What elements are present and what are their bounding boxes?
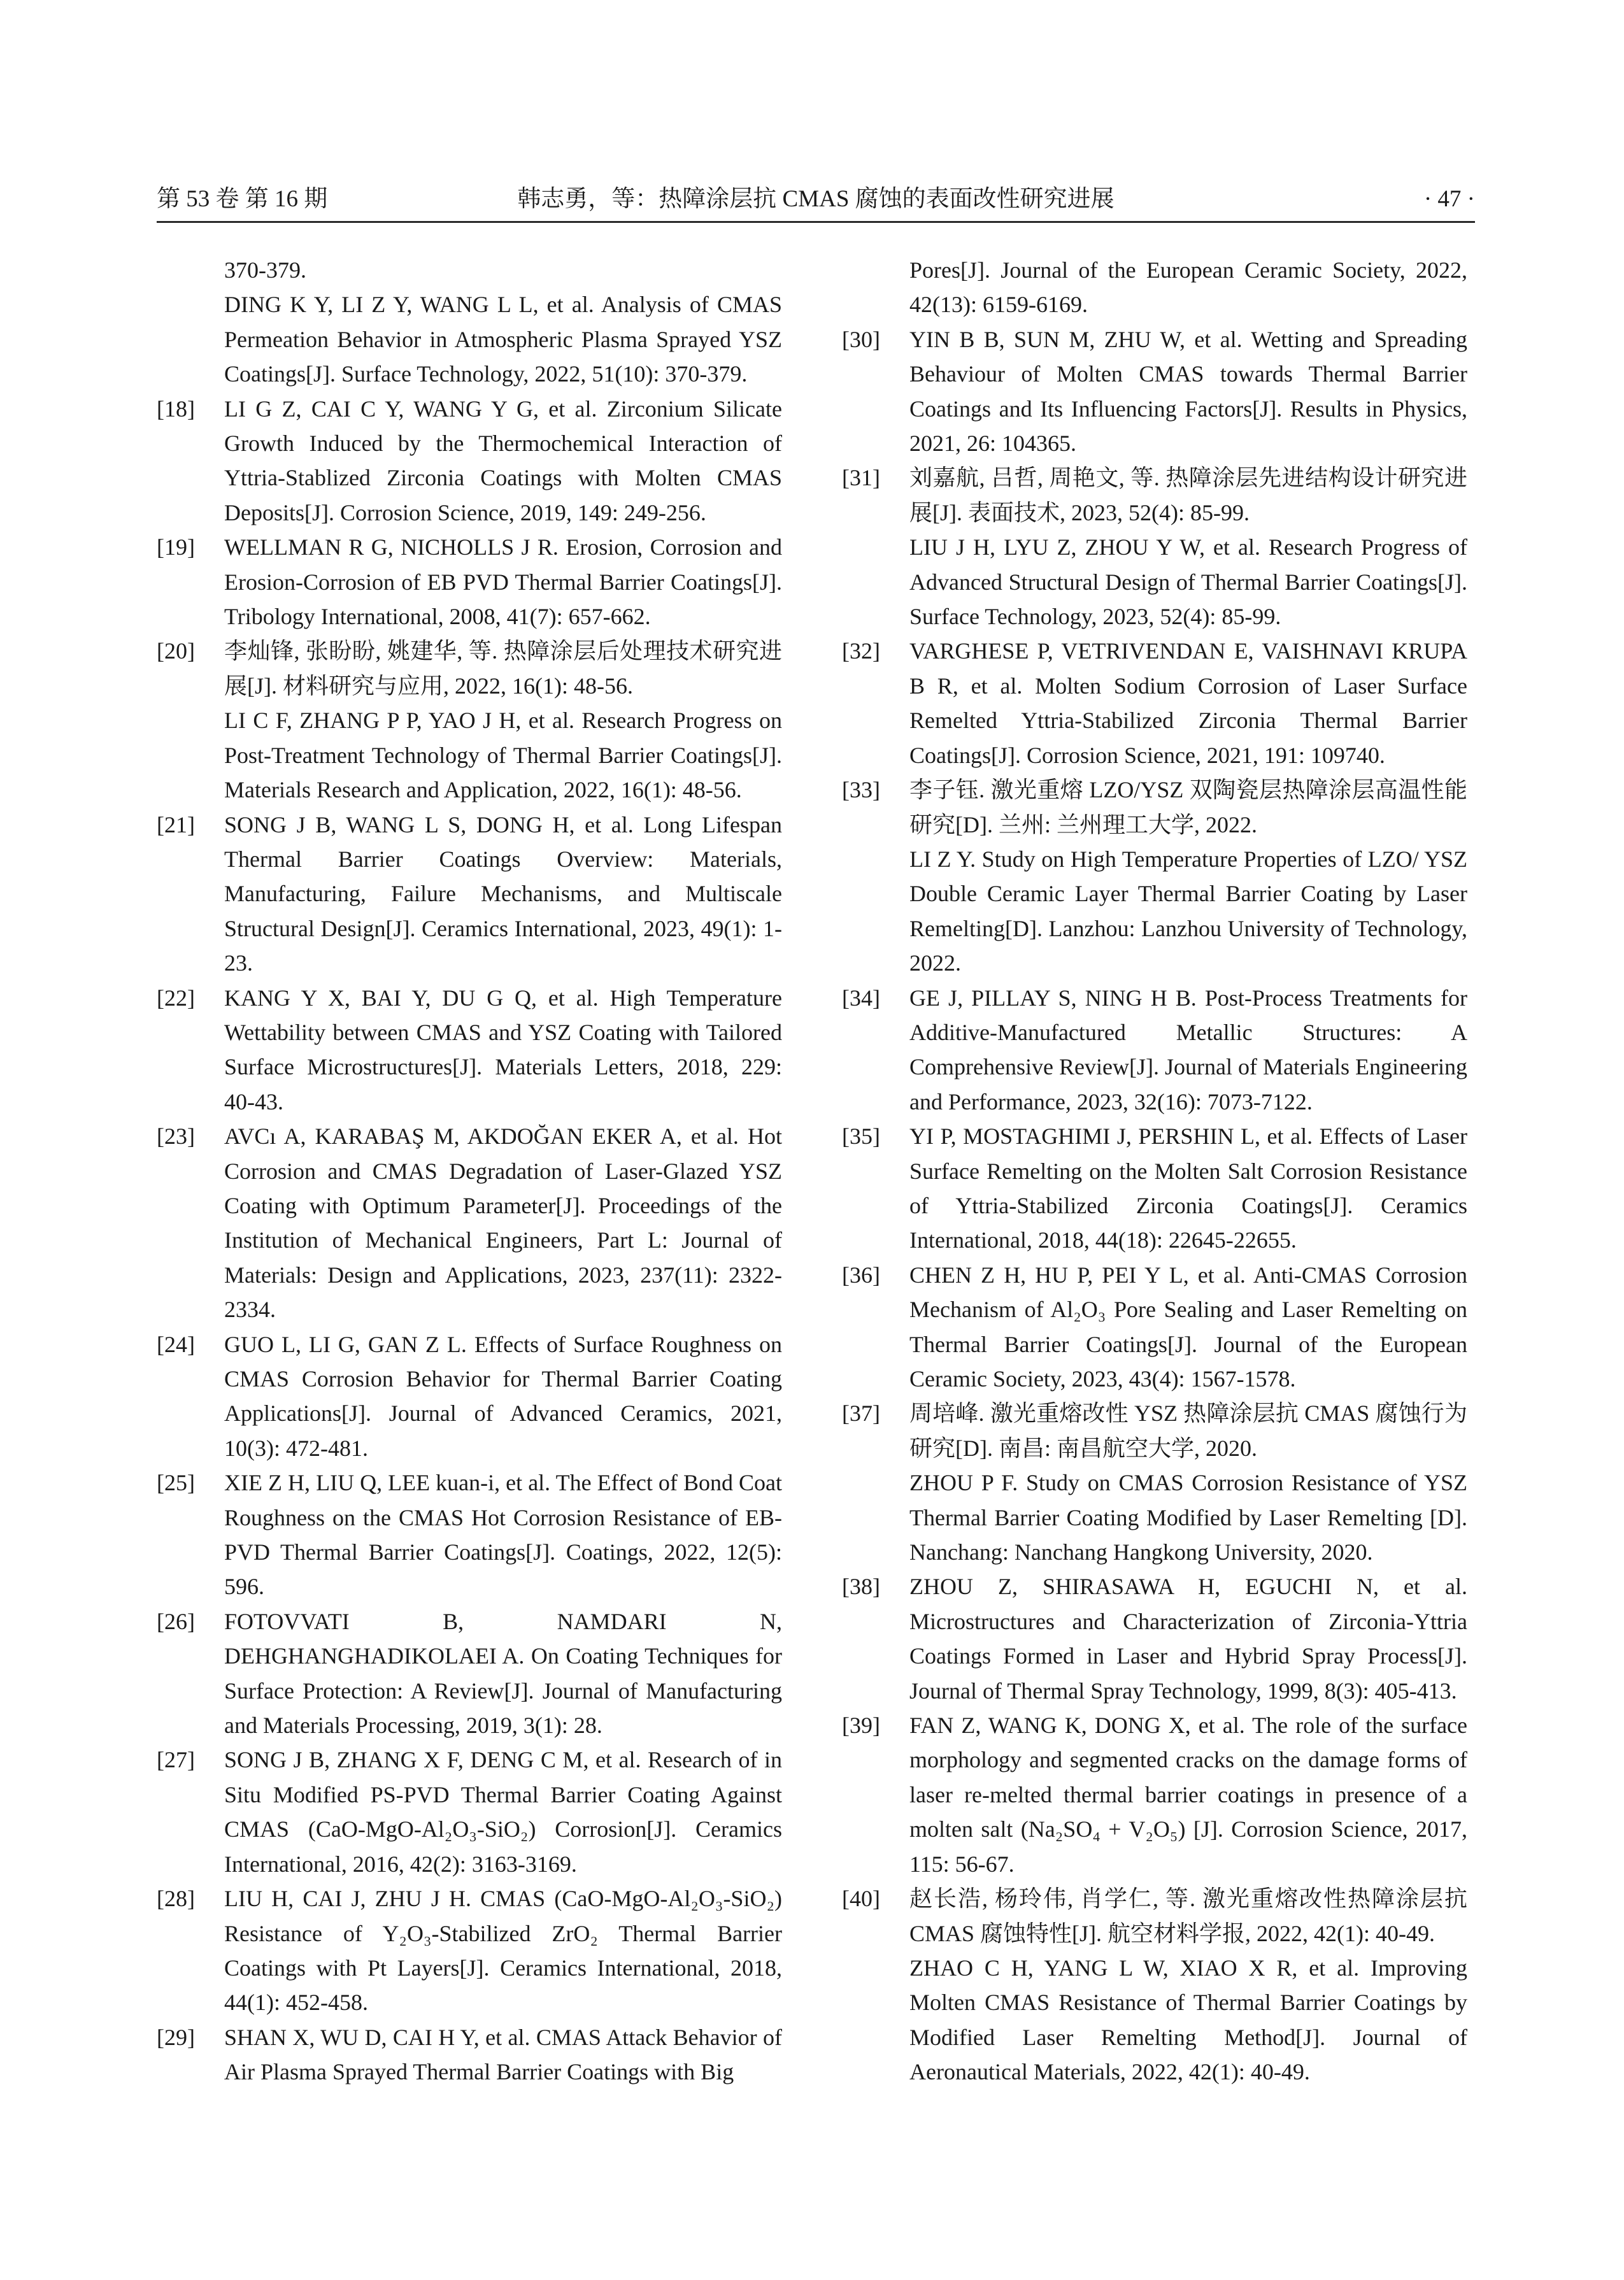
reference-entry	[157, 1327, 782, 1466]
reference-entry	[842, 1119, 1467, 1258]
reference-number: [33]	[842, 777, 880, 803]
reference-number: [24]	[157, 1331, 195, 1357]
reference-number: [23]	[157, 1123, 195, 1150]
reference-entry	[157, 634, 782, 807]
reference-entry	[842, 773, 1467, 980]
reference-text: 赵长浩, 杨玲伟, 肖学仁, 等. 激光重熔改性热障涂层抗 CMAS 腐蚀特性[J]. 航空材料学报, 2022, 42(1): 40-49.	[909, 1886, 1467, 1946]
reference-text: 刘嘉航, 吕哲, 周艳文, 等. 热障涂层先进结构设计研究进展[J]. 表面技术, 2023, 52(4): 85-99.	[909, 465, 1467, 525]
reference-entry	[842, 634, 1467, 773]
reference-text: DING K Y, LI Z Y, WANG L L, et al. Analysis of CMAS Permeation Behavior in Atmospheric Plasma Sprayed YSZ Coatings[J]. Surface Technology, 2022, 51(10): 370-379.	[224, 292, 782, 387]
reference-text: WELLMAN R G, NICHOLLS J R. Erosion, Corrosion and Erosion-Corrosion of EB PVD Thermal Barrier Coatings[J]. Tribology International, 2008, 41(7): 657-662.	[224, 534, 782, 630]
reference-number: [29]	[157, 2024, 195, 2050]
header-rule	[157, 221, 1475, 223]
reference-number: [25]	[157, 1470, 195, 1496]
reference-number: [37]	[842, 1400, 880, 1427]
reference-entry	[157, 1881, 782, 2020]
reference-number: [36]	[842, 1262, 880, 1288]
reference-text: SONG J B, WANG L S, DONG H, et al. Long Lifespan Thermal Barrier Coatings Overview: Materials, Manufacturing, Failure Mechanisms, and Multiscale Structural Design[J]. Ceramics International, 2023, 49(1): 1-23.	[224, 811, 782, 976]
reference-text: XIE Z H, LIU Q, LEE kuan-i, et al. The Effect of Bond Coat Roughness on the CMAS Hot Corrosion Resistance of EB-PVD Thermal Barrier Coatings[J]. Coatings, 2022, 12(5): 596.	[224, 1470, 782, 1600]
reference-column-right	[842, 253, 1467, 2090]
reference-number: [22]	[157, 985, 195, 1011]
reference-text: GE J, PILLAY S, NING H B. Post-Process Treatments for Additive-Manufactured Metallic Structures: A Comprehensive Review[J]. Journal of Materials Engineering and Performance, 2023, 32(16): 7073-7122.	[909, 985, 1467, 1115]
reference-text: VARGHESE P, VETRIVENDAN E, VAISHNAVI KRUPA B R, et al. Molten Sodium Corrosion of Laser Surface Remelted Yttria-Stabilized Zirconia Thermal Barrier Coatings[J]. Corrosion Science, 2021, 191: 109740.	[909, 638, 1467, 768]
reference-number: [26]	[157, 1608, 195, 1634]
reference-number: [18]	[157, 395, 195, 422]
journal-volume-issue: 第 53 卷 第 16 期	[157, 186, 328, 212]
running-header	[157, 177, 1475, 222]
reference-entry	[842, 1396, 1467, 1569]
reference-entry	[842, 322, 1467, 461]
reference-text: Pores[J]. Journal of the European Ceramic Society, 2022, 42(13): 6159-6169.	[909, 257, 1467, 318]
reference-number: [28]	[157, 1886, 195, 1912]
running-title: 韩志勇，等：热障涂层抗 CMAS 腐蚀的表面改性研究进展	[517, 186, 1115, 212]
reference-entry	[842, 981, 1467, 1120]
reference-text: LIU J H, LYU Z, ZHOU Y W, et al. Research Progress of Advanced Structural Design of Thermal Barrier Coatings[J]. Surface Technology, 2023, 52(4): 85-99.	[909, 534, 1467, 630]
reference-entry	[842, 1881, 1467, 2089]
reference-text: ZHOU P F. Study on CMAS Corrosion Resistance of YSZ Thermal Barrier Coating Modified by Laser Remelting [D]. Nanchang: Nanchang Hangkong University, 2020.	[909, 1470, 1467, 1565]
reference-text: LI G Z, CAI C Y, WANG Y G, et al. Zirconium Silicate Growth Induced by the Thermochemical Interaction of Yttria-Stablized Zirconia Coatings with Molten CMAS Deposits[J]. Corrosion Science, 2019, 149: 249-256.	[224, 395, 782, 525]
reference-entry	[157, 808, 782, 981]
reference-text: ZHOU Z, SHIRASAWA H, EGUCHI N, et al. Microstructures and Characterization of Zirconia-Yttria Coatings Formed in Laser and Hybrid Spray Process[J]. Journal of Thermal Spray Technology, 1999, 8(3): 405-413.	[909, 1574, 1467, 1704]
reference-number: [35]	[842, 1123, 880, 1150]
reference-text: 李子钰. 激光重熔 LZO/YSZ 双陶瓷层热障涂层高温性能研究[D]. 兰州: 兰州理工大学, 2022.	[909, 777, 1467, 837]
reference-entry	[157, 981, 782, 1120]
reference-text: LI C F, ZHANG P P, YAO J H, et al. Research Progress on Post-Treatment Technology of Thermal Barrier Coatings[J]. Materials Research and Application, 2022, 16(1): 48-56.	[224, 708, 782, 803]
reference-text: LI Z Y. Study on High Temperature Properties of LZO/ YSZ Double Ceramic Layer Thermal Barrier Coating by Laser Remelting[D]. Lanzhou: Lanzhou University of Technology, 2022.	[909, 846, 1467, 976]
reference-number: [39]	[842, 1713, 880, 1739]
reference-number: [20]	[157, 638, 195, 664]
reference-text: GUO L, LI G, GAN Z L. Effects of Surface Roughness on CMAS Corrosion Behavior for Thermal Barrier Coating Applications[J]. Journal of Advanced Ceramics, 2021, 10(3): 472-481.	[224, 1331, 782, 1461]
reference-entry	[157, 1604, 782, 1743]
reference-entry	[157, 1465, 782, 1604]
reference-entry	[157, 1119, 782, 1327]
reference-text: SHAN X, WU D, CAI H Y, et al. CMAS Attack Behavior of Air Plasma Sprayed Thermal Barrier Coatings with Big	[224, 2024, 782, 2085]
reference-text: LIU H, CAI J, ZHU J H. CMAS (CaO-MgO-Al₂O₃-SiO₂) Resistance of Y₂O₃-Stabilized ZrO₂ Thermal Barrier Coatings with Pt Layers[J]. Ceramics International, 2018, 44(1): 452-458.	[224, 1886, 782, 2016]
reference-entry	[842, 1569, 1467, 1708]
reference-text: AVCı A, KARABAŞ M, AKDOĞAN EKER A, et al. Hot Corrosion and CMAS Degradation of Laser-Glazed YSZ Coating with Optimum Parameter[J]. Proceedings of the Institution of Mechanical Engineers, Part L: Journal of Materials: Design and Applications, 2023, 237(11): 2322-2334.	[224, 1123, 782, 1323]
reference-text: CHEN Z H, HU P, PEI Y L, et al. Anti-CMAS Corrosion Mechanism of Al₂O₃ Pore Sealing and Laser Remelting on Thermal Barrier Coatings[J]. Journal of the European Ceramic Society, 2023, 43(4): 1567-1578.	[909, 1262, 1467, 1392]
reference-text: FOTOVVATI B, NAMDARI N, DEHGHANGHADIKOLAEI A. On Coating Techniques for Surface Protection: A Review[J]. Journal of Manufacturing and Materials Processing, 2019, 3(1): 28.	[224, 1608, 782, 1739]
reference-column-left	[157, 253, 782, 2090]
reference-text: 李灿锋, 张盼盼, 姚建华, 等. 热障涂层后处理技术研究进展[J]. 材料研究与应用, 2022, 16(1): 48-56.	[224, 638, 782, 699]
reference-number: [40]	[842, 1886, 880, 1912]
reference-text: YIN B B, SUN M, ZHU W, et al. Wetting and Spreading Behaviour of Molten CMAS towards Thermal Barrier Coatings and Its Influencing Factors[J]. Results in Physics, 2021, 26: 104365.	[909, 326, 1467, 457]
reference-text: 周培峰. 激光重熔改性 YSZ 热障涂层抗 CMAS 腐蚀行为研究[D]. 南昌: 南昌航空大学, 2020.	[909, 1400, 1467, 1461]
reference-entry	[157, 392, 782, 531]
reference-text: SONG J B, ZHANG X F, DENG C M, et al. Research of in Situ Modified PS-PVD Thermal Barrier Coating Against CMAS (CaO-MgO-Al₂O₃-SiO₂) Corrosion[J]. Ceramics International, 2016, 42(2): 3163-3169.	[224, 1747, 782, 1877]
reference-text: ZHAO C H, YANG L W, XIAO X R, et al. Improving Molten CMAS Resistance of Thermal Barrier Coatings by Modified Laser Remelting Method[J]. Journal of Aeronautical Materials, 2022, 42(1): 40-49.	[909, 1955, 1467, 2085]
reference-number: [32]	[842, 638, 880, 664]
reference-entry	[157, 2020, 782, 2090]
reference-number: [31]	[842, 465, 880, 491]
reference-number: [21]	[157, 811, 195, 837]
reference-text: FAN Z, WANG K, DONG X, et al. The role of the surface morphology and segmented cracks on the damage forms of laser re-melted thermal barrier coatings in presence of a molten salt (Na₂SO₄ + V₂O₅) [J]. Corrosion Science, 2017, 115: 56-67.	[909, 1713, 1467, 1877]
reference-text: KANG Y X, BAI Y, DU G Q, et al. High Temperature Wettability between CMAS and YSZ Coating with Tailored Surface Microstructures[J]. Materials Letters, 2018, 229: 40-43.	[224, 985, 782, 1115]
reference-entry	[842, 460, 1467, 634]
reference-text: YI P, MOSTAGHIMI J, PERSHIN L, et al. Effects of Laser Surface Remelting on the Molten Salt Corrosion Resistance of Yttria-Stabilized Zirconia Coatings[J]. Ceramics International, 2018, 44(18): 22645-22655.	[909, 1123, 1467, 1253]
reference-entry	[157, 530, 782, 634]
reference-number: [34]	[842, 985, 880, 1011]
reference-number: [27]	[157, 1747, 195, 1773]
reference-entry	[842, 1708, 1467, 1881]
reference-text: 370-379.	[224, 257, 306, 283]
reference-entry	[842, 1258, 1467, 1397]
reference-entry	[157, 1742, 782, 1881]
reference-entry	[157, 253, 782, 392]
reference-entry	[842, 253, 1467, 322]
reference-number: [38]	[842, 1574, 880, 1600]
reference-number: [30]	[842, 326, 880, 352]
reference-number: [19]	[157, 534, 195, 560]
page-number: · 47 ·	[1423, 186, 1475, 212]
